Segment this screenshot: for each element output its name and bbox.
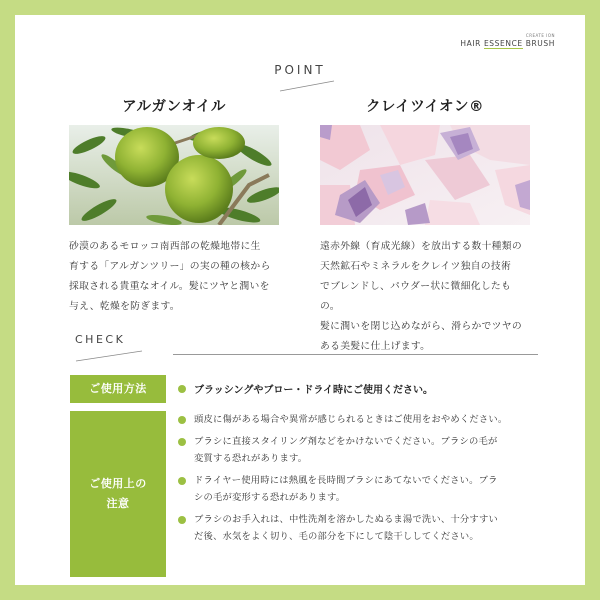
caution-text: 頭皮に傷がある場合や異常が感じられるときはご使用をおやめください。: [194, 414, 508, 425]
argan-title: アルガンオイル: [122, 99, 226, 115]
brand-name-post: BRUSH: [522, 39, 555, 48]
point-underline: [279, 79, 335, 93]
content-card: [15, 15, 585, 585]
bullet-icon: [178, 385, 186, 393]
bullet-icon: [178, 477, 186, 485]
caution-label-line2: 注意: [106, 497, 130, 510]
brand-sub: CREATE ION: [525, 33, 555, 38]
caution-item: [178, 472, 548, 506]
caution-label: [70, 411, 166, 577]
check-underline: [75, 349, 143, 363]
clay-title: クレイツイオン®: [365, 99, 485, 115]
caution-item: [178, 433, 548, 467]
clay-description: 遠赤外線（育成光線）を放出する数十種類の 天然鉱石やミネラルをクレイツ独自の技術 でブレンドし、パウダー状に微細化したもの。 髪に潤いを閉じ込めながら、滑らかでツヤの ある美髪に仕上げます。: [320, 241, 522, 352]
bullet-icon: [178, 416, 186, 424]
point-title: POINT: [274, 63, 326, 77]
argan-fruit-image: [69, 125, 279, 225]
check-title: CHECK: [75, 333, 126, 346]
check-divider: [173, 354, 538, 355]
usage-item: [178, 381, 548, 396]
argan-section: [69, 95, 279, 317]
caution-item: [178, 411, 548, 428]
crystal-image: [320, 125, 530, 225]
brand-name-highlight: ESSENCE: [483, 39, 523, 48]
argan-description: 砂漠のあるモロッコ南西部の乾燥地帯に生 育する「アルガンツリー」の実の種の核から 採取される貴重なオイル。髪にツヤと潤いを 与え、乾燥を防ぎます。: [69, 241, 271, 312]
brand-logo: [460, 33, 555, 48]
bullet-icon: [178, 438, 186, 446]
caution-label-line1: ご使用上の: [89, 477, 147, 490]
usage-text: ブラッシングやブロー・ドライ時にご使用ください。: [194, 385, 434, 396]
caution-text: ドライヤー使用時には熱風を長時間ブラシにあてないでください。ブラ シの毛が変形する恐れがあります。: [194, 475, 498, 503]
caution-list: [178, 411, 548, 550]
clay-section: [320, 95, 530, 357]
usage-label: ご使用方法: [70, 375, 166, 403]
brand-name: [460, 39, 555, 48]
caution-text: ブラシのお手入れは、中性洗剤を溶かしたぬるま湯で洗い、十分すすい だ後、水気をよく切り、毛の部分を下にして陰干ししてください。: [194, 514, 498, 542]
caution-item: [178, 511, 548, 545]
caution-text: ブラシに直接スタイリング剤などをかけないでください。ブラシの毛が 変質する恐れがあります。: [194, 436, 498, 464]
bullet-icon: [178, 516, 186, 524]
brand-name-pre: HAIR: [460, 39, 484, 48]
